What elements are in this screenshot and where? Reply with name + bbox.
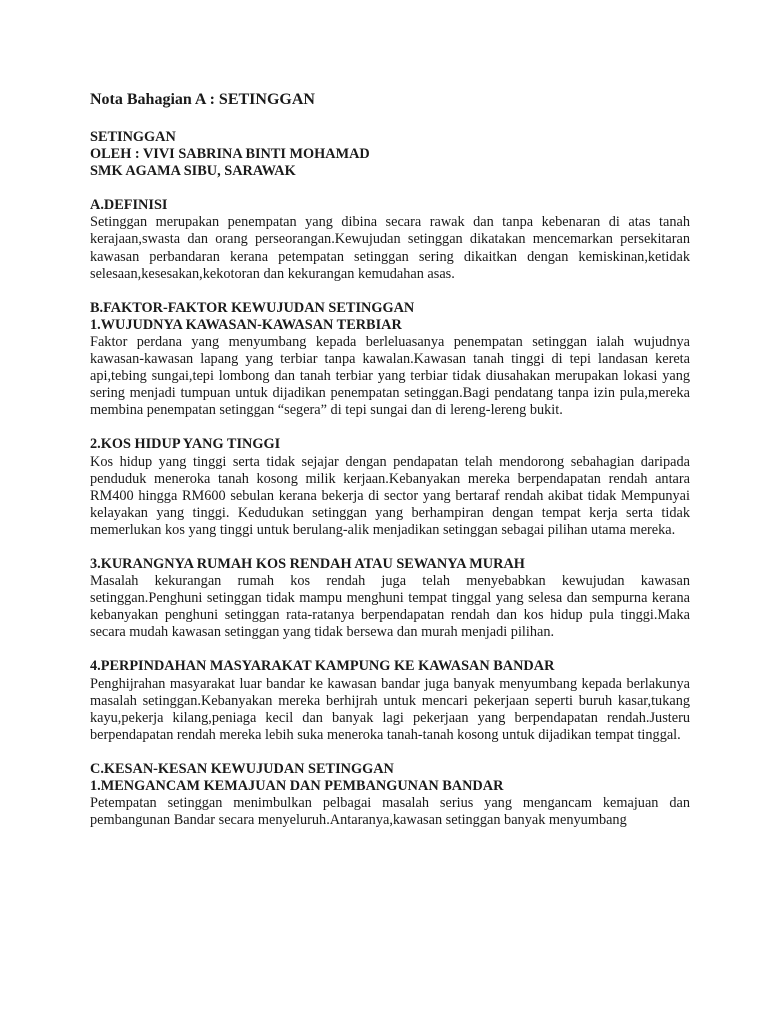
section-a-heading: A.DEFINISI bbox=[90, 197, 168, 214]
section-b-heading: B.FAKTOR-FAKTOR KEWUJUDAN SETINGGAN bbox=[90, 299, 415, 316]
section-c-item-1-paragraph: Petempatan setinggan menimbulkan pelbagai masalah serius yang mengancam kemajuan dan pembangunan Bandar secara menyeluruh.Antaranya,kawasan setinggan banyak menyumbang bbox=[90, 795, 690, 829]
section-c-item-1-heading: 1.MENGANCAM KEMAJUAN DAN PEMBANGUNAN BANDAR bbox=[90, 778, 504, 794]
document-title: Nota Bahagian A : SETINGGAN bbox=[90, 91, 315, 108]
header-line-author: OLEH : VIVI SABRINA BINTI MOHAMAD bbox=[90, 146, 370, 163]
section-b-item-3-heading: 3.KURANGNYA RUMAH KOS RENDAH ATAU SEWANYA MURAH bbox=[90, 555, 525, 572]
section-b-item-4-paragraph: Penghijrahan masyarakat luar bandar ke kawasan bandar juga banyak menyumbang kepada berlakunya masalah setinggan.Kebanyakan mereka berhijrah untuk mencari pekerjaan seperti buruh kasar,tukang kayu,pekerja kilang,peniaga kecil dan banyak lagi pekerjaan yang berpendapatan rendah.Justeru berpendapatan rendah mereka lebih suka meneroka tanah-tanah kosong untuk dijadikan tempat tinggal. bbox=[90, 675, 690, 743]
header-line-topic: SETINGGAN bbox=[90, 129, 176, 145]
section-b-item-1-paragraph: Faktor perdana yang menyumbang kepada berleluasanya penempatan setinggan ialah wujudnya kawasan-kawasan lapang yang terbiar tanpa kawalan.Kawasan tanah tinggi di tepi landasan kereta api,tebing sungai,tepi lombong dan tanah terbiar yang terbiar tidak diusahakan merupakan lokasi yang sering menjadi tumpuan untuk dijadikan penempatan setinggan.Bagi pendatang tanpa izin pula,mereka membina penempatan setinggan “segera” di tepi sungai dan di lereng-lereng bukit. bbox=[90, 333, 690, 419]
section-b-item-2-heading: 2.KOS HIDUP YANG TINGGI bbox=[90, 436, 281, 453]
section-b-item-1-heading: 1.WUJUDNYA KAWASAN-KAWASAN TERBIAR bbox=[90, 316, 402, 333]
section-b-item-4-heading: 4.PERPINDAHAN MASYARAKAT KAMPUNG KE KAWASAN BANDAR bbox=[90, 658, 555, 675]
header-line-school: SMK AGAMA SIBU, SARAWAK bbox=[90, 163, 296, 180]
section-b-item-2-paragraph: Kos hidup yang tinggi serta tidak sejajar dengan pendapatan telah mendorong sebahagian daripada penduduk meneroka tanah kosong milik kerjaan.Kebanyakan mereka berpendapatan rendah antara RM400 hingga RM600 sebulan kerana bekerja di sector yang bertaraf rendah akibat tidak Mempunyai kelayakan yang tinggi. Kedudukan setinggan yang berhampiran dengan tempat kerja serta tidak memerlukan kos yang tinggi untuk berulang-alik menjadikan setinggan sebagai pilihan utama mereka. bbox=[90, 453, 690, 538]
document-body bbox=[90, 90, 690, 829]
section-c-heading: C.KESAN-KESAN KEWUJUDAN SETINGGAN bbox=[90, 760, 394, 777]
section-a-paragraph: Setinggan merupakan penempatan yang dibina secara rawak dan tanpa kebenaran di atas tanah kerajaan,swasta dan orang perseorangan.Kewujudan setinggan dikatakan mencemarkan persekitaran kawasan perbandaran kerana petempatan setinggan sering dikaitkan dengan kemiskinan,ketidak selesaan,kesesakan,kekotoran dan kekurangan kemudahan asas. bbox=[90, 214, 690, 282]
section-b-item-3-paragraph: Masalah kekurangan rumah kos rendah juga telah menyebabkan kewujudan kawasan setinggan.Penghuni setinggan tidak mampu menghuni tempat tinggal yang selesa dan sempurna kerana kebanyakan penghuni setinggan rata-ratanya berpendapatan rendah dan kos hidup pula tinggi.Maka secara mudah kawasan setinggan yang tidak bersewa dan murah menjadi pilihan. bbox=[90, 573, 690, 641]
